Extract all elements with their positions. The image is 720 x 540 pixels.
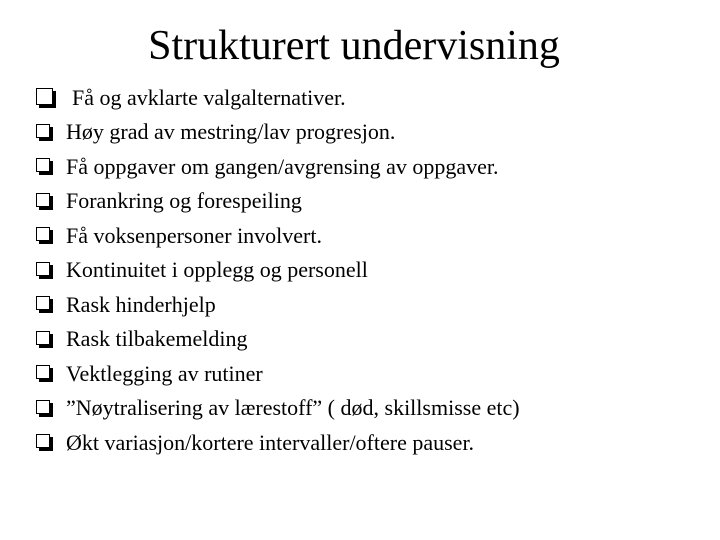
sub-bullet-item xyxy=(36,118,395,146)
sub-bullet-item xyxy=(36,325,247,353)
sub-bullet-item xyxy=(36,394,520,422)
checkbox-bullet-icon xyxy=(36,331,53,348)
sub-bullet-text: Rask tilbakemelding xyxy=(66,326,248,351)
main-bullet xyxy=(36,84,346,112)
sub-bullet-item xyxy=(36,153,499,181)
main-bullet-text: Få og avklarte valgalternativer. xyxy=(72,85,346,110)
checkbox-bullet-icon xyxy=(36,88,56,108)
sub-bullet-item xyxy=(36,187,302,215)
checkbox-bullet-icon xyxy=(36,124,53,141)
slide-title: Strukturert undervisning xyxy=(148,23,560,69)
checkbox-bullet-icon xyxy=(36,365,53,382)
sub-bullet-item xyxy=(36,222,322,250)
sub-bullet-item xyxy=(36,429,474,457)
checkbox-bullet-icon xyxy=(36,227,53,244)
sub-bullet-text: Kontinuitet i opplegg og personell xyxy=(66,257,368,282)
sub-bullet-text: Høy grad av mestring/lav progresjon. xyxy=(66,119,396,144)
checkbox-bullet-icon xyxy=(36,262,53,279)
sub-bullet-text: Vektlegging av rutiner xyxy=(66,360,263,386)
sub-bullet-text: Få voksenpersoner involvert. xyxy=(66,222,322,248)
checkbox-bullet-icon xyxy=(36,158,53,175)
sub-bullet-text: Forankring og forespeiling xyxy=(66,188,302,213)
checkbox-bullet-icon xyxy=(36,400,53,417)
sub-bullet-text: Rask hinderhjelp xyxy=(66,291,216,317)
sub-bullet-item xyxy=(36,360,263,388)
sub-bullet-text: Økt variasjon/kortere intervaller/oftere pauser. xyxy=(66,429,475,455)
sub-bullet-text: Få oppgaver om gangen/avgrensing av oppgaver. xyxy=(66,153,499,179)
sub-bullet-text: ”Nøytralisering av lærestoff” ( død, skillsmisse etc) xyxy=(66,395,520,420)
sub-bullet-item xyxy=(36,291,216,319)
checkbox-bullet-icon xyxy=(36,296,53,313)
checkbox-bullet-icon xyxy=(36,434,53,451)
sub-bullet-item xyxy=(36,256,368,284)
checkbox-bullet-icon xyxy=(36,193,53,210)
